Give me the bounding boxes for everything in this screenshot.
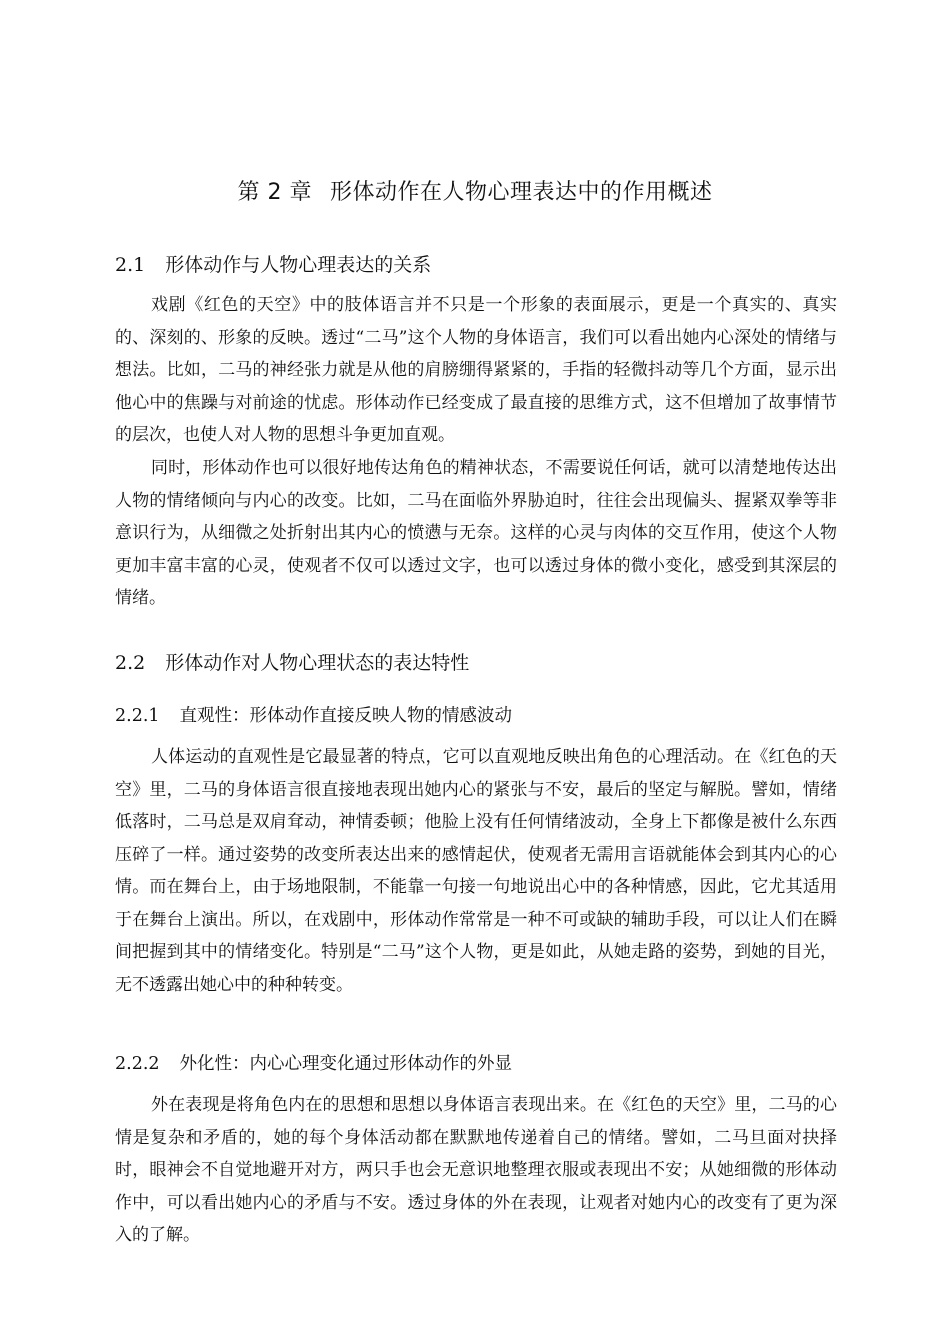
- section-number: 2.1: [115, 254, 146, 276]
- paragraph: 人体运动的直观性是它最显著的特点，它可以直观地反映出角色的心理活动。在《红色的天空》里，二马的身体语言很直接地表现出她内心的紧张与不安，最后的坚定与解脱。譬如，情绪低落时，二马总是双肩耷动，神情委顿；他脸上没有任何情绪波动，全身上下都像是被什么东西压碎了一样。通过姿势的改变所表达出来的感情起伏，使观者无需用言语就能体会到其内心的心情。而在舞台上，由于场地限制，不能靠一句接一句地说出心中的各种情感，因此，它尤其适用于在舞台上演出。所以，在戏剧中，形体动作常常是一种不可或缺的辅助手段，可以让人们在瞬间把握到其中的情绪变化。特别是“二马”这个人物，更是如此，从她走路的姿势，到她的目光，无不透露出她心中的种种转变。: [115, 747, 837, 995]
- section-heading-2-1: [115, 250, 431, 280]
- section-title: 形体动作对人物心理状态的表达特性: [165, 652, 470, 674]
- subsection-title: 直观性：形体动作直接反映人物的情感波动: [179, 706, 513, 726]
- subsection-heading-2-2-2: [115, 1050, 512, 1078]
- chapter-title: [0, 176, 950, 210]
- paragraph: 同时，形体动作也可以很好地传达角色的精神状态，不需要说任何话，就可以清楚地传达出人物的情绪倾向与内心的改变。比如，二马在面临外界胁迫时，往往会出现偏头、握紧双拳等非意识行为，从细微之处折射出其内心的愤懑与无奈。这样的心灵与肉体的交互作用，使这个人物更加丰富丰富的心灵，使观者不仅可以透过文字，也可以透过身体的微小变化，感受到其深层的情绪。: [115, 458, 837, 608]
- section-heading-2-2: [115, 648, 469, 678]
- chapter-title-text: 形体动作在人物心理表达中的作用概述: [329, 180, 713, 205]
- paragraph: 外在表现是将角色内在的思想和思想以身体语言表现出来。在《红色的天空》里，二马的心情是复杂和矛盾的，她的每个身体活动都在默默地传递着自己的情绪。譬如，二马旦面对抉择时，眼神会不自觉地避开对方，两只手也会无意识地整理衣服或表现出不安；从她细微的形体动作中，可以看出她内心的矛盾与不安。透过身体的外在表现，让观者对她内心的改变有了更为深入的了解。: [115, 1095, 837, 1245]
- paragraph: 戏剧《红色的天空》中的肢体语言并不只是一个形象的表面展示，更是一个真实的、真实的、深刻的、形象的反映。透过“二马”这个人物的身体语言，我们可以看出她内心深处的情绪与想法。比如，二马的神经张力就是从他的肩膀绷得紧紧的，手指的轻微抖动等几个方面，显示出他心中的焦躁与对前途的忧虑。形体动作已经变成了最直接的思维方式，这不但增加了故事情节的层次，也使人对人物的思想斗争更加直观。: [115, 295, 837, 445]
- subsection-heading-2-2-1: [115, 702, 512, 730]
- chapter-number: 第 2 章: [237, 180, 312, 205]
- section-title: 形体动作与人物心理表达的关系: [165, 254, 432, 276]
- subsection-number: 2.2.1: [115, 706, 160, 726]
- subsection-number: 2.2.2: [115, 1054, 160, 1074]
- section-number: 2.2: [115, 652, 146, 674]
- subsection-title: 外化性：内心心理变化通过形体动作的外显: [179, 1054, 513, 1074]
